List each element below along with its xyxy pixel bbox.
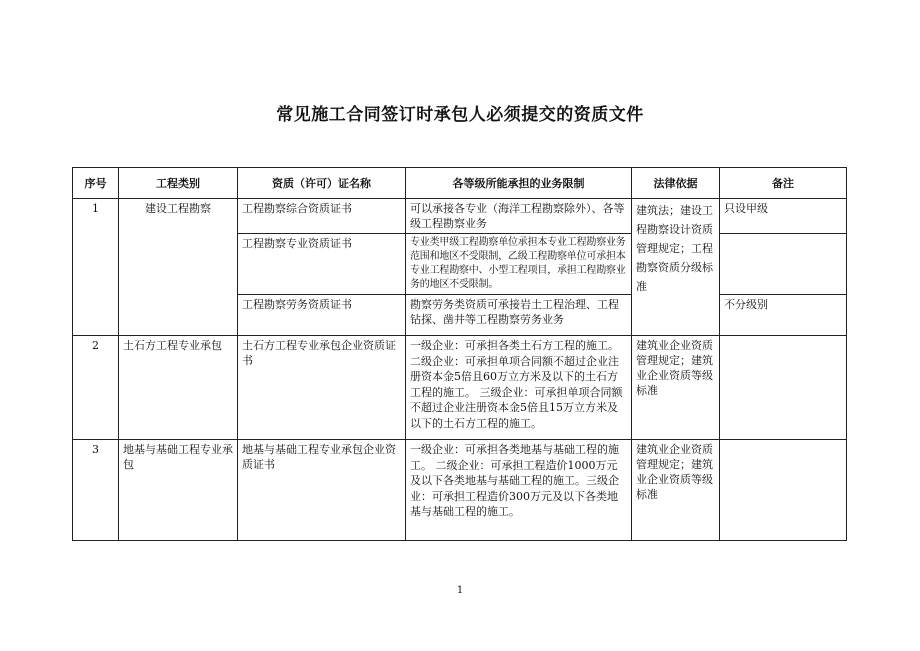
- header-scope: 各等级所能承担的业务限制: [406, 168, 632, 199]
- row1-sub2-note: [720, 234, 847, 295]
- header-note: 备注: [720, 168, 847, 199]
- row1-sub1-scope: 可以承接各专业（海洋工程勘察除外）、各等级工程勘察业务: [406, 199, 632, 234]
- row1-no: 1: [73, 199, 119, 336]
- qualification-table: [72, 167, 847, 541]
- row1-category: 建设工程勘察: [119, 199, 238, 336]
- row1-sub3-scope: 勘察劳务类资质可承接岩土工程治理、工程钻探、凿井等工程勘察劳务业务: [406, 295, 632, 336]
- row2-no: 2: [73, 336, 119, 440]
- row2-law: 建筑业企业资质管理规定；建筑业企业资质等级标准: [632, 336, 720, 440]
- row2-category: 土石方工程专业承包: [119, 336, 238, 440]
- row2-note: [720, 336, 847, 440]
- header-category: 工程类别: [119, 168, 238, 199]
- row1-sub1-cert: 工程勘察综合资质证书: [238, 199, 406, 234]
- row3-scope: 一级企业：可承担各类地基与基础工程的施工。 二级企业：可承担工程造价1000万元及以下各类地基与基础工程的施工。三级企业：可承担工程造价300万元及以下各类地基与基础工程的施工。: [406, 440, 632, 541]
- row1-sub2-scope: 专业类甲级工程勘察单位承担本专业工程勘察业务范围和地区不受限制，乙级工程勘察单位可承担本专业工程勘察中、小型工程项目，承担工程勘察业务的地区不受限制。: [406, 234, 632, 295]
- row1-sub3-note: 不分级别: [720, 295, 847, 336]
- row1-law: 建筑法；建设工程勘察设计资质管理规定；工程勘察资质分级标准: [632, 199, 720, 336]
- header-no: 序号: [73, 168, 119, 199]
- row3-no: 3: [73, 440, 119, 541]
- row3-law: 建筑业企业资质管理规定；建筑业企业资质等级标准: [632, 440, 720, 541]
- header-law: 法律依据: [632, 168, 720, 199]
- row2-cert: 土石方工程专业承包企业资质证书: [238, 336, 406, 440]
- table-header-row: [73, 168, 847, 199]
- table-row: [73, 336, 847, 440]
- document-title: 常见施工合同签订时承包人必须提交的资质文件: [276, 105, 644, 125]
- row3-category: 地基与基础工程专业承包: [119, 440, 238, 541]
- table-row: [73, 199, 847, 234]
- row1-sub1-note: 只设甲级: [720, 199, 847, 234]
- page-number: 1: [456, 585, 464, 596]
- row2-scope: 一级企业：可承担各类土石方工程的施工。 二级企业：可承担单项合同额不超过企业注册资本金5倍且60万立方米及以下的土石方工程的施工。 三级企业：可承担单项合同额不超过企业注册资本金5倍且15万立方米及以下的土石方工程的施工。: [406, 336, 632, 440]
- row1-sub2-cert: 工程勘察专业资质证书: [238, 234, 406, 295]
- row3-note: [720, 440, 847, 541]
- table-row: [73, 440, 847, 541]
- row1-sub3-cert: 工程勘察劳务资质证书: [238, 295, 406, 336]
- header-cert: 资质（许可）证名称: [238, 168, 406, 199]
- row3-cert: 地基与基础工程专业承包企业资质证书: [238, 440, 406, 541]
